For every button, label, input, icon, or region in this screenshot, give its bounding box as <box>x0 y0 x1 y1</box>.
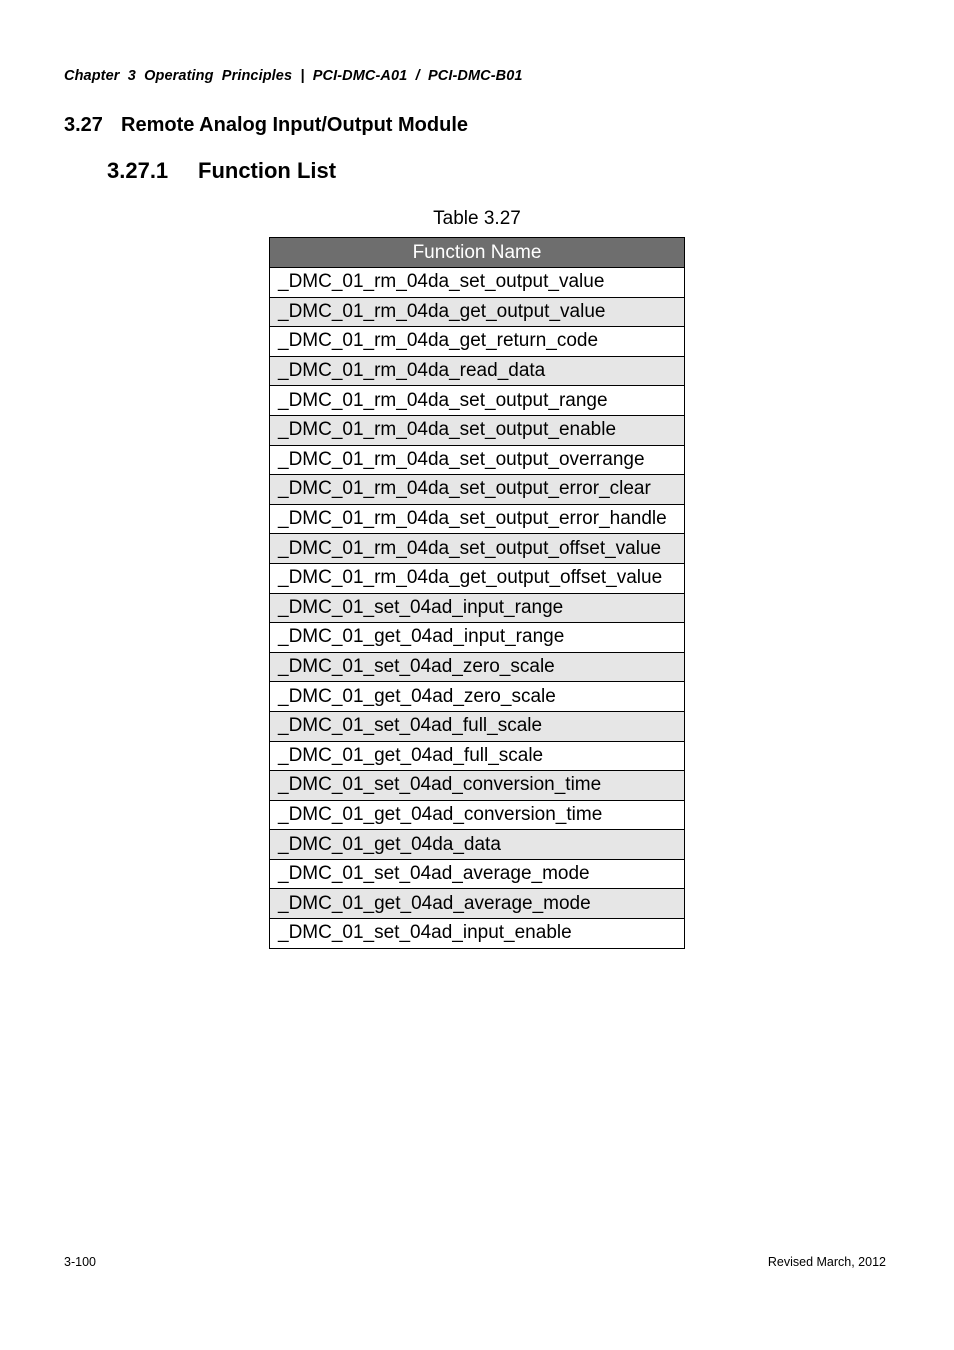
subsection-number: 3.27.1 <box>107 158 169 183</box>
function-name-cell: _DMC_01_get_04ad_zero_scale <box>270 682 685 712</box>
section-number: 3.27 <box>64 114 103 136</box>
function-name-cell: _DMC_01_rm_04da_read_data <box>270 356 685 386</box>
function-name-cell: _DMC_01_set_04ad_conversion_time <box>270 771 685 801</box>
table-row <box>270 504 685 534</box>
function-name-cell: _DMC_01_rm_04da_get_output_value <box>270 297 685 327</box>
table-row <box>270 652 685 682</box>
function-name-cell: _DMC_01_rm_04da_set_output_value <box>270 268 685 298</box>
table-row <box>270 741 685 771</box>
table-row <box>270 356 685 386</box>
table-row <box>270 475 685 505</box>
table-row <box>270 593 685 623</box>
function-name-cell: _DMC_01_rm_04da_set_output_error_clear <box>270 475 685 505</box>
section-heading <box>64 114 468 137</box>
function-name-cell: _DMC_01_rm_04da_set_output_enable <box>270 415 685 445</box>
subsection-title: Function List <box>198 158 337 183</box>
table-row <box>270 859 685 889</box>
function-name-cell: _DMC_01_rm_04da_set_output_range <box>270 386 685 416</box>
subsection-heading <box>107 158 336 184</box>
table-row <box>270 563 685 593</box>
function-name-cell: _DMC_01_rm_04da_set_output_error_handle <box>270 504 685 534</box>
function-name-cell: _DMC_01_set_04ad_input_range <box>270 593 685 623</box>
column-header-function-name: Function Name <box>270 238 685 268</box>
function-name-cell: _DMC_01_set_04ad_zero_scale <box>270 652 685 682</box>
table-row <box>270 445 685 475</box>
table-row <box>270 534 685 564</box>
page-number: 3-100 <box>64 1255 96 1269</box>
function-name-cell: _DMC_01_set_04ad_full_scale <box>270 711 685 741</box>
table-row <box>270 386 685 416</box>
revision-date: Revised March, 2012 <box>767 1255 886 1269</box>
table-row <box>270 327 685 357</box>
function-name-cell: _DMC_01_rm_04da_set_output_overrange <box>270 445 685 475</box>
table-header-row <box>270 238 685 268</box>
table-caption: Table 3.27 <box>433 208 521 229</box>
function-name-cell: _DMC_01_set_04ad_input_enable <box>270 919 685 949</box>
function-name-cell: _DMC_01_get_04ad_conversion_time <box>270 800 685 830</box>
function-table <box>269 237 685 949</box>
table-row <box>270 297 685 327</box>
table-row <box>270 889 685 919</box>
function-name-cell: _DMC_01_get_04ad_full_scale <box>270 741 685 771</box>
table-row <box>270 682 685 712</box>
function-name-cell: _DMC_01_get_04ad_input_range <box>270 623 685 653</box>
table-row <box>270 268 685 298</box>
function-name-cell: _DMC_01_set_04ad_average_mode <box>270 859 685 889</box>
section-title: Remote Analog Input/Output Module <box>121 114 468 136</box>
function-name-cell: _DMC_01_get_04ad_average_mode <box>270 889 685 919</box>
function-name-cell: _DMC_01_rm_04da_set_output_offset_value <box>270 534 685 564</box>
running-header: Chapter 3 Operating Principles | PCI-DMC-A01 / PCI-DMC-B01 <box>64 68 523 84</box>
table-row <box>270 711 685 741</box>
table-row <box>270 771 685 801</box>
function-name-cell: _DMC_01_get_04da_data <box>270 830 685 860</box>
function-table-body <box>270 268 685 949</box>
table-row <box>270 830 685 860</box>
table-row <box>270 919 685 949</box>
table-row <box>270 800 685 830</box>
function-name-cell: _DMC_01_rm_04da_get_return_code <box>270 327 685 357</box>
function-name-cell: _DMC_01_rm_04da_get_output_offset_value <box>270 563 685 593</box>
table-row <box>270 623 685 653</box>
table-row <box>270 415 685 445</box>
